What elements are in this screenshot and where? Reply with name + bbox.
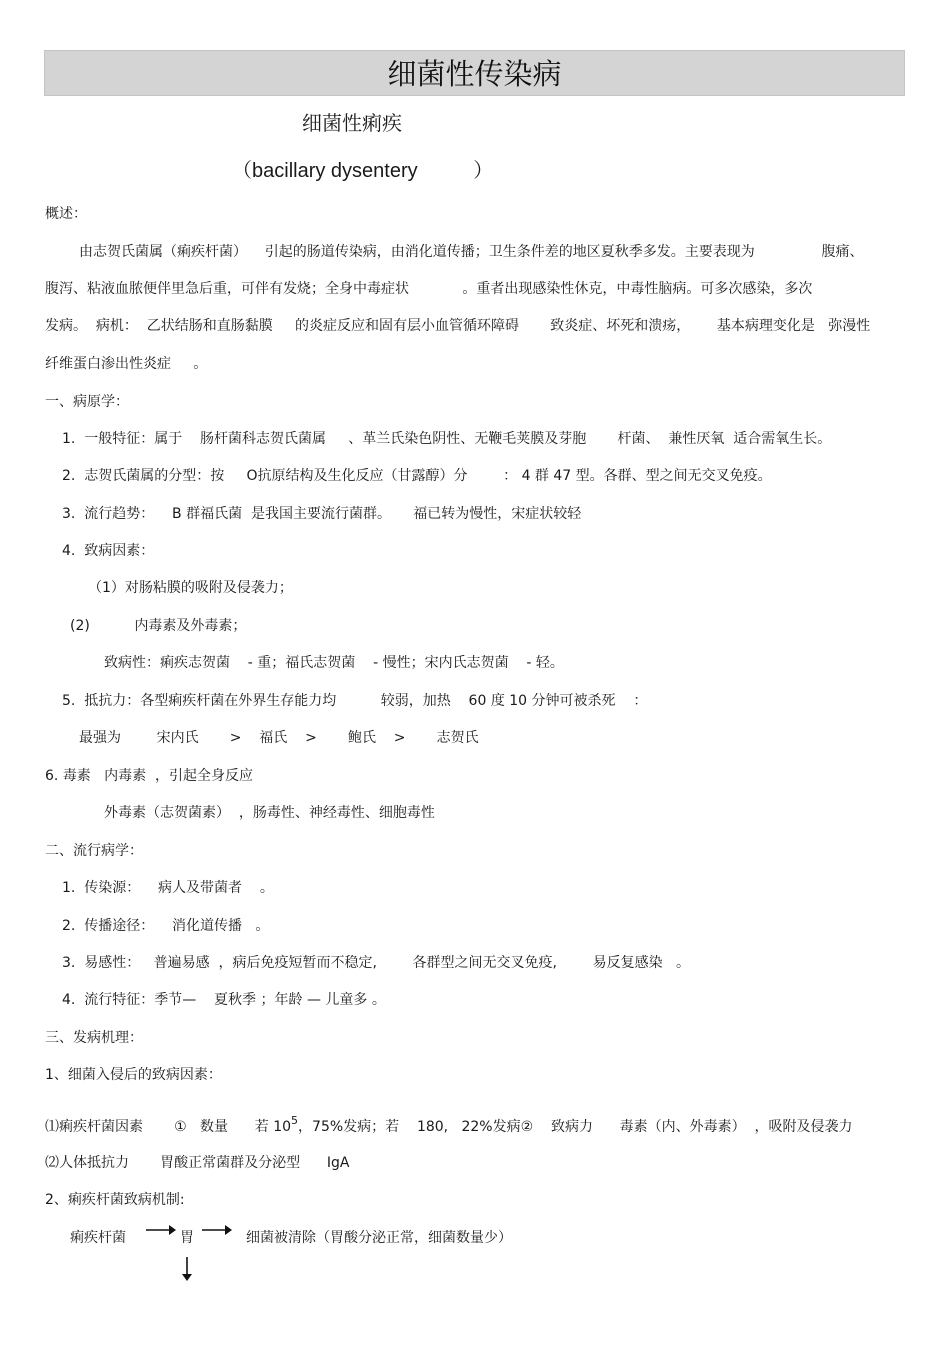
etiology-heading: 一、病原学：: [45, 394, 129, 410]
arrow-down-icon: [179, 1256, 195, 1282]
overview-line: 纤维蛋白渗出性炎症 。: [45, 356, 208, 372]
flow-node-cleared: 细菌被清除（胃酸分泌正常，细菌数量少）: [246, 1230, 512, 1246]
flow-node-stomach: 胃: [180, 1230, 194, 1246]
etiology-item: 4. 致病因素：: [62, 543, 155, 559]
pathogenesis-factor: ⑵人体抵抗力 胃酸正常菌群及分泌型 IgA: [45, 1155, 350, 1171]
etiology-item: 2. 志贺氏菌属的分型：按 O抗原结构及生化反应（甘露醇）分 ： 4 群 47 型。各群、型之间无交叉免疫。: [62, 468, 772, 484]
page-title: 细菌性传染病: [387, 57, 562, 91]
flow-node-bacteria: 痢疾杆菌: [70, 1230, 126, 1246]
etiology-subitem: 外毒素（志贺菌素） ，肠毒性、神经毒性、细胞毒性: [104, 805, 435, 821]
overview-line: 发病。 病机： 乙状结肠和直肠黏膜 的炎症反应和固有层小血管循环障碍 致炎症、坏死和溃疡， 基本病理变化是 弥漫性: [45, 318, 871, 334]
factor-text: ⑴痢疾杆菌因素 ① 数量 若 10: [45, 1119, 292, 1135]
overview-heading: 概述：: [45, 206, 87, 222]
etiology-item: 5. 抵抗力：各型痢疾杆菌在外界生存能力均 较弱，加热 60 度 10 分钟可被杀死 ：: [62, 693, 648, 709]
title-banner: [44, 50, 905, 96]
etiology-subitem: （1）对肠粘膜的吸附及侵袭力；: [88, 580, 293, 596]
section-title: 细菌性痢疾: [302, 111, 402, 135]
etiology-subitem: 最强为 宋内氏 > 福氏 > 鲍氏 > 志贺氏: [79, 730, 479, 746]
pathogenesis-subheading: 1、细菌入侵后的致病因素：: [45, 1067, 222, 1083]
epidemiology-item: 2. 传播途径： 消化道传播 。: [62, 918, 270, 934]
etiology-item: 1. 一般特征：属于 肠杆菌科志贺氏菌属 、革兰氏染色阴性、无鞭毛荚膜及芽胞 杆菌、 兼性厌氧 适合需氧生长。: [62, 431, 832, 447]
pathogenesis-heading: 三、发病机理：: [45, 1030, 143, 1046]
arrow-right-icon: [145, 1222, 177, 1238]
pathogenesis-factor: [45, 1110, 853, 1138]
english-title: （bacillary dysentery ）: [232, 160, 494, 182]
exponent: 5: [291, 1114, 299, 1127]
arrow-right-icon: [201, 1222, 233, 1238]
epidemiology-heading: 二、流行病学：: [45, 843, 143, 859]
epidemiology-item: 1. 传染源： 病人及带菌者 。: [62, 880, 274, 896]
etiology-item: 3. 流行趋势： B 群福氏菌 是我国主要流行菌群。 福已转为慢性，宋症状较轻: [62, 506, 582, 522]
pathogenesis-subheading: 2、痢疾杆菌致病机制:: [45, 1192, 185, 1208]
epidemiology-item: 4. 流行特征：季节— 夏秋季 ；年龄 — 儿童多 。: [62, 992, 386, 1008]
etiology-item: 6. 毒素 内毒素 ，引起全身反应: [45, 768, 254, 784]
overview-line: 腹泻、粘液血脓便伴里急后重，可伴有发烧；全身中毒症状 。重者出现感染性休克，中毒性脑病。可多次感染，多次: [45, 281, 813, 297]
factor-text: ，75%发病；若 180, 22%发病② 致病力 毒素（内、外毒素） ，吸附及侵袭力: [298, 1119, 853, 1135]
epidemiology-item: 3. 易感性： 普遍易感 ，病后免疫短暂而不稳定, 各群型之间无交叉免疫, 易反复感染 。: [62, 955, 690, 971]
overview-line: 由志贺氏菌属（痢疾杆菌） 引起的肠道传染病，由消化道传播；卫生条件差的地区夏秋季多发。主要表现为 腹痛、: [79, 244, 864, 260]
etiology-subitem: 致病性：痢疾志贺菌 - 重；福氏志贺菌 - 慢性；宋内氏志贺菌 - 轻。: [104, 655, 564, 671]
etiology-subitem: (2) 内毒素及外毒素；: [70, 618, 247, 634]
